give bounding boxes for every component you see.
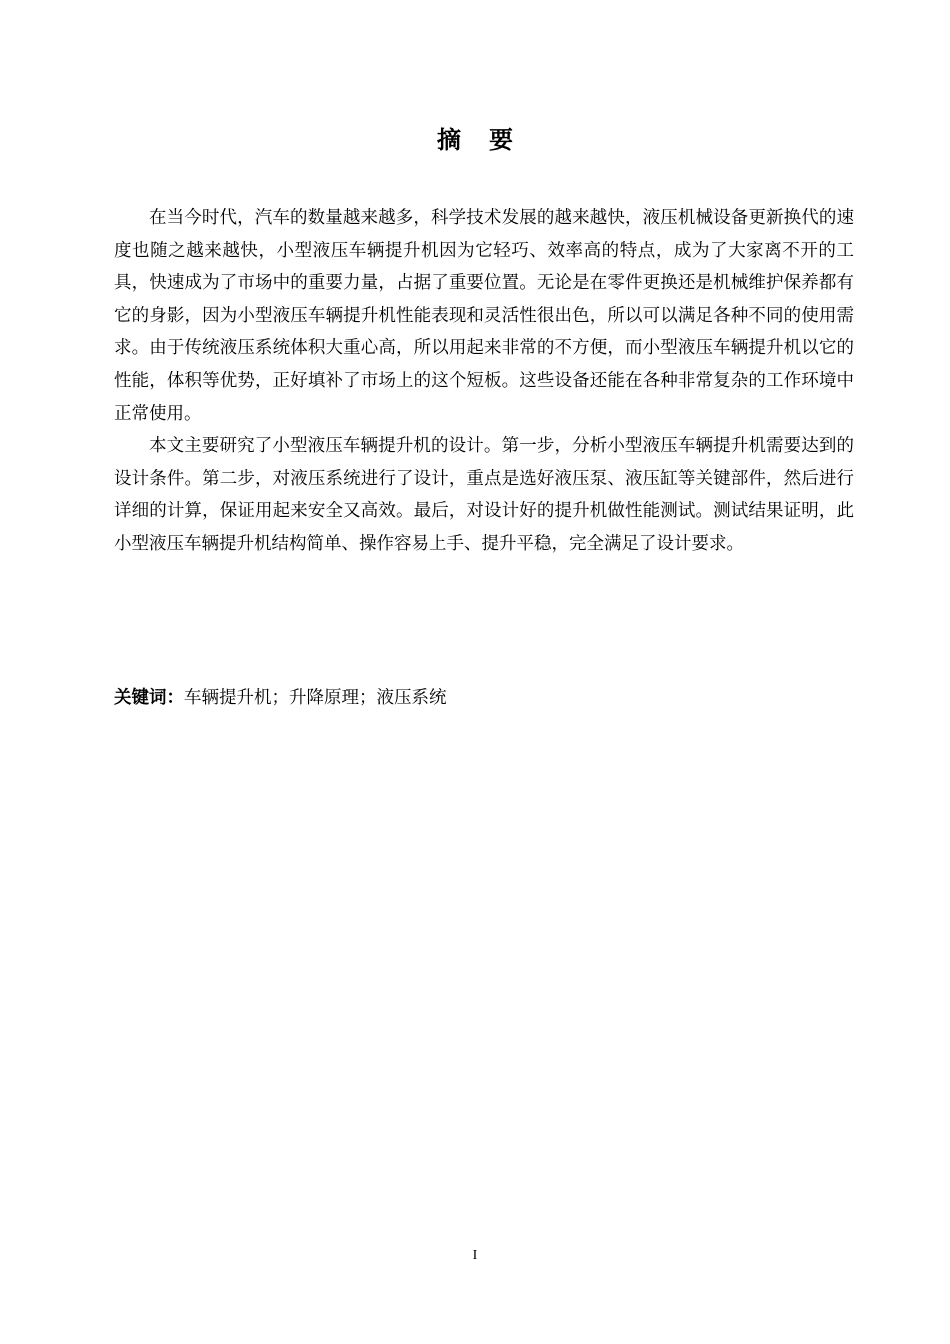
abstract-body [114,202,854,561]
keywords-text: 车辆提升机；升降原理；液压系统 [184,688,447,708]
keywords-label: 关键词： [114,688,184,708]
abstract-paragraph-1: 在当今时代，汽车的数量越来越多，科学技术发展的越来越快，液压机械设备更新换代的速度也随之越来越快，小型液压车辆提升机因为它轻巧、效率高的特点，成为了大家离不开的工具，快速成为了市场中的重要力量，占据了重要位置。无论是在零件更换还是机械维护保养都有它的身影，因为小型液压车辆提升机性能表现和灵活性很出色，所以可以满足各种不同的使用需求。由于传统液压系统体积大重心高，所以用起来非常的不方便，而小型液压车辆提升机以它的性能，体积等优势，正好填补了市场上的这个短板。这些设备还能在各种非常复杂的工作环境中正常使用。 [114,208,854,424]
page-number: I [472,1248,478,1263]
abstract-paragraph-2: 本文主要研究了小型液压车辆提升机的设计。第一步，分析小型液压车辆提升机需要达到的设计条件。第二步，对液压系统进行了设计，重点是选好液压泵、液压缸等关键部件，然后进行详细的计算，保证用起来安全又高效。最后，对设计好的提升机做性能测试。测试结果证明，此小型液压车辆提升机结构简单、操作容易上手、提升平稳，完全满足了设计要求。 [114,436,854,554]
keywords-line [114,682,854,714]
abstract-title: 摘要 [437,126,541,154]
